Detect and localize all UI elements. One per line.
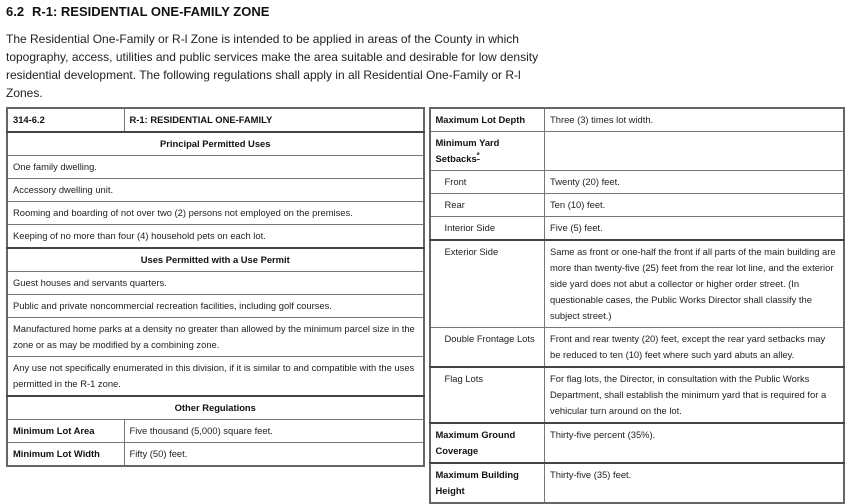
use-permit-item: Guest houses and servants quarters. (7, 272, 424, 295)
table-row (7, 357, 424, 397)
table-row (7, 318, 424, 357)
table-row (430, 108, 845, 132)
setbacks-label-cell (430, 132, 545, 171)
table-row (7, 272, 424, 295)
zoning-uses-table (6, 107, 425, 467)
regulation-value-empty (545, 132, 845, 171)
section-heading (6, 4, 845, 20)
setback-value: Five (5) feet. (545, 217, 845, 241)
principal-use-item: Rooming and boarding of not over two (2) persons not employed on the premises. (7, 202, 424, 225)
regulation-label: Maximum Building Height (430, 463, 545, 503)
other-regulations-header: Other Regulations (7, 396, 424, 420)
table-row (7, 156, 424, 179)
setback-label: Interior Side (430, 217, 545, 241)
table-row (7, 202, 424, 225)
table-row (430, 328, 845, 368)
regulation-value: Fifty (50) feet. (124, 443, 424, 467)
table-row (7, 179, 424, 202)
setback-label: Flag Lots (430, 367, 545, 423)
section-title: R-1: RESIDENTIAL ONE-FAMILY ZONE (32, 4, 270, 19)
table-row (430, 132, 845, 171)
principal-uses-header: Principal Permitted Uses (7, 132, 424, 156)
table-row (430, 240, 845, 328)
section-intro: The Residential One-Family or R-l Zone is intended to be applied in areas of the County in which topography, access, utilities and public services make the area suitable and desirable for low density residential development. The following regulations shall apply in all Residential One-Family or R-l Zones. (6, 32, 539, 100)
section-header-row (7, 248, 424, 272)
setback-value: Twenty (20) feet. (545, 171, 845, 194)
zone-code: 314-6.2 (7, 108, 124, 132)
setback-label: Exterior Side (430, 240, 545, 328)
table-row (430, 367, 845, 423)
regulation-value: Thirty-five (35) feet. (545, 463, 845, 503)
table-row (430, 423, 845, 463)
principal-use-item: One family dwelling. (7, 156, 424, 179)
setbacks-label: Minimum Yard Setbacks (435, 137, 500, 164)
principal-use-item: Keeping of no more than four (4) household pets on each lot. (7, 225, 424, 249)
zone-name: R-1: RESIDENTIAL ONE-FAMILY (124, 108, 424, 132)
setback-label: Rear (430, 194, 545, 217)
regulation-value: Five thousand (5,000) square feet. (124, 420, 424, 443)
table-row (7, 420, 424, 443)
regulation-label: Minimum Lot Area (7, 420, 124, 443)
regulation-label: Maximum Lot Depth (430, 108, 545, 132)
setback-label: Double Frontage Lots (430, 328, 545, 368)
table-row (430, 194, 845, 217)
table-row (7, 295, 424, 318)
setback-label: Front (430, 171, 545, 194)
setback-value: Same as front or one-half the front if all parts of the main building are more than twenty-five (25) feet from the rear lot line, and the exterior side yard does not abut a collector or higher order street. (In questionable cases, the Public Works Director shall classify the subject street.) (545, 240, 845, 328)
regulation-value: Thirty-five percent (35%). (545, 423, 845, 463)
regulation-value: Three (3) times lot width. (545, 108, 845, 132)
table-header-row (7, 108, 424, 132)
table-row (430, 217, 845, 241)
table-row (430, 171, 845, 194)
setback-value: For flag lots, the Director, in consultation with the Public Works Department, shall establish the minimum yard that is required for a vehicular turn around on the lot. (545, 367, 845, 423)
table-row (7, 225, 424, 249)
table-row (7, 443, 424, 467)
section-header-row (7, 132, 424, 156)
principal-use-item: Accessory dwelling unit. (7, 179, 424, 202)
use-permit-item: Any use not specifically enumerated in this division, if it is similar to and compatible with the uses permitted in the R-1 zone. (7, 357, 424, 397)
use-permit-header: Uses Permitted with a Use Permit (7, 248, 424, 272)
setback-value: Front and rear twenty (20) feet, except the rear yard setbacks may be reduced to ten (10) feet where such yard abuts an alley. (545, 328, 845, 368)
regulation-label: Maximum Ground Coverage (430, 423, 545, 463)
setback-value: Ten (10) feet. (545, 194, 845, 217)
regulation-label: Minimum Lot Width (7, 443, 124, 467)
use-permit-item: Public and private noncommercial recreation facilities, including golf courses. (7, 295, 424, 318)
section-header-row (7, 396, 424, 420)
footnote-link[interactable]: * (476, 150, 480, 160)
section-number: 6.2 (6, 4, 25, 19)
zoning-regulations-table (429, 107, 846, 504)
table-row (430, 463, 845, 503)
tables-container (6, 107, 845, 504)
use-permit-item: Manufactured home parks at a density no greater than allowed by the minimum parcel size in the zone or as may be modified by a combining zone. (7, 318, 424, 357)
